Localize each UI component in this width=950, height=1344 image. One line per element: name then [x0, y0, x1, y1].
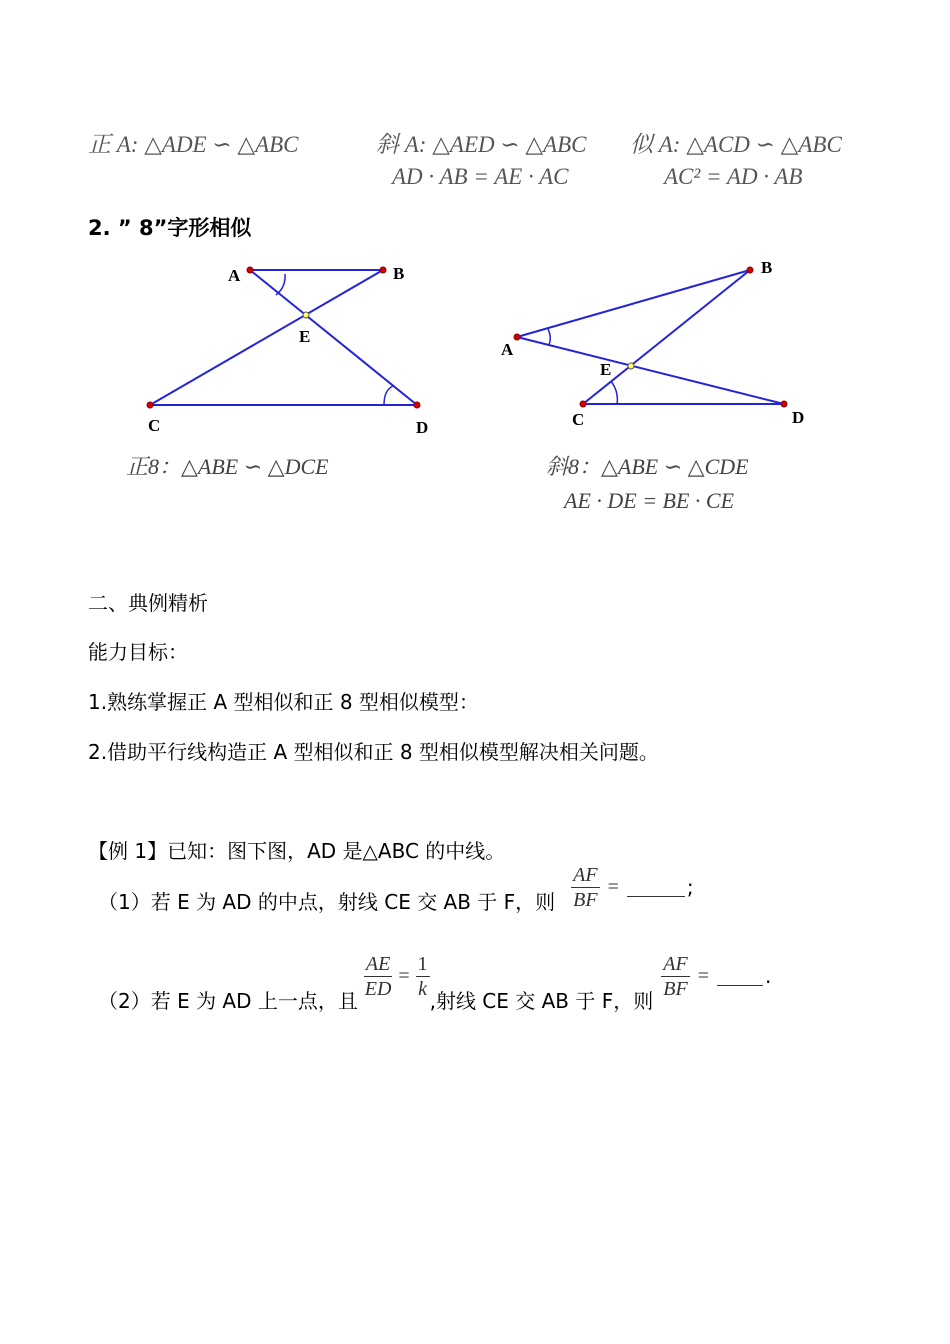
q2-fraction-ae-ed	[364, 952, 392, 1001]
label-b: B	[761, 258, 773, 277]
angle-arc-c	[611, 381, 617, 404]
q2-tail: .	[764, 964, 772, 988]
label-d: D	[792, 408, 805, 427]
goal-1: 1.熟练掌握正 A 型相似和正 8 型相似模型：	[88, 690, 479, 714]
label-e: E	[299, 327, 311, 346]
q2-equals-1: =	[398, 964, 410, 987]
point-d	[781, 401, 787, 407]
xie-a-equation: AD · AB = AE · AC	[392, 164, 569, 189]
si-a-equation: AC² = AD · AB	[664, 164, 803, 189]
angle-arc-d	[384, 386, 393, 405]
q1-equals: =	[607, 875, 619, 898]
q2-answer-blank[interactable]	[717, 985, 763, 986]
q2-fraction-1-k	[416, 952, 430, 1001]
point-d	[414, 402, 420, 408]
point-b	[747, 267, 753, 273]
point-a	[247, 267, 253, 273]
figure-zheng-8	[140, 255, 450, 440]
q2-frac1-num: AE	[365, 952, 391, 975]
segment-ad	[250, 270, 417, 405]
goal-2: 2.借助平行线构造正 A 型相似和正 8 型相似模型解决相关问题。	[88, 740, 659, 764]
segment-bc	[583, 270, 750, 404]
q2-frac2-den: k	[418, 977, 428, 1000]
q2-frac-den: BF	[663, 977, 688, 1000]
section-2-title: 2. ” 8”字形相似	[88, 216, 252, 240]
q1-tail: ;	[686, 875, 694, 899]
segment-bc	[150, 270, 383, 405]
q2-mid: ,射线 CE 交 AB 于 F，则	[429, 988, 654, 1013]
q2-frac-num: AF	[663, 952, 688, 975]
fig1-caption: 正8：△ABE ∽ △DCE	[126, 454, 329, 479]
segment-ad	[517, 337, 784, 404]
q1-frac-num: AF	[573, 863, 598, 886]
point-a	[514, 334, 520, 340]
label-a: A	[228, 266, 241, 285]
segment-ab	[517, 270, 750, 337]
q2-equals-2: =	[697, 964, 709, 987]
q2-frac1-den: ED	[364, 977, 392, 1000]
label-d: D	[416, 418, 429, 437]
label-c: C	[148, 416, 161, 435]
example-1-lead: 【例 1】已知：图下图，AD 是△ABC 的中线。	[88, 839, 506, 863]
point-b	[380, 267, 386, 273]
xie-a-statement: 斜 A: △AED ∽ △ABC	[376, 132, 587, 157]
point-e	[303, 312, 309, 318]
fig2-equation: AE · DE = BE · CE	[564, 488, 735, 513]
label-b: B	[393, 264, 405, 283]
point-c	[580, 401, 586, 407]
q1-frac-den: BF	[573, 888, 598, 911]
si-a-statement: 似 A: △ACD ∽ △ABC	[630, 132, 842, 157]
point-c	[147, 402, 153, 408]
ability-title: 能力目标：	[88, 640, 188, 664]
label-c: C	[572, 410, 585, 429]
q1-text: （1）若 E 为 AD 的中点，射线 CE 交 AB 于 F，则	[98, 889, 556, 914]
fig2-caption: 斜8：△ABE ∽ △CDE	[546, 454, 749, 479]
q2-fraction-af-bf	[661, 952, 689, 1001]
q1-answer-blank[interactable]	[627, 896, 685, 897]
q2-frac2-num: 1	[417, 952, 428, 975]
example-1-question-2	[98, 948, 772, 1013]
label-a: A	[501, 340, 514, 359]
point-e	[628, 363, 634, 369]
figure-xie-8	[498, 255, 828, 435]
zheng-a-statement: 正 A: △ADE ∽ △ABC	[88, 132, 299, 157]
section-er-title: 二、典例精析	[88, 591, 208, 615]
example-1-question-1	[98, 863, 694, 928]
q1-fraction	[571, 863, 599, 912]
angle-arc-a	[548, 329, 550, 345]
label-e: E	[600, 360, 612, 379]
q2-text: （2）若 E 为 AD 上一点，且	[98, 988, 358, 1013]
